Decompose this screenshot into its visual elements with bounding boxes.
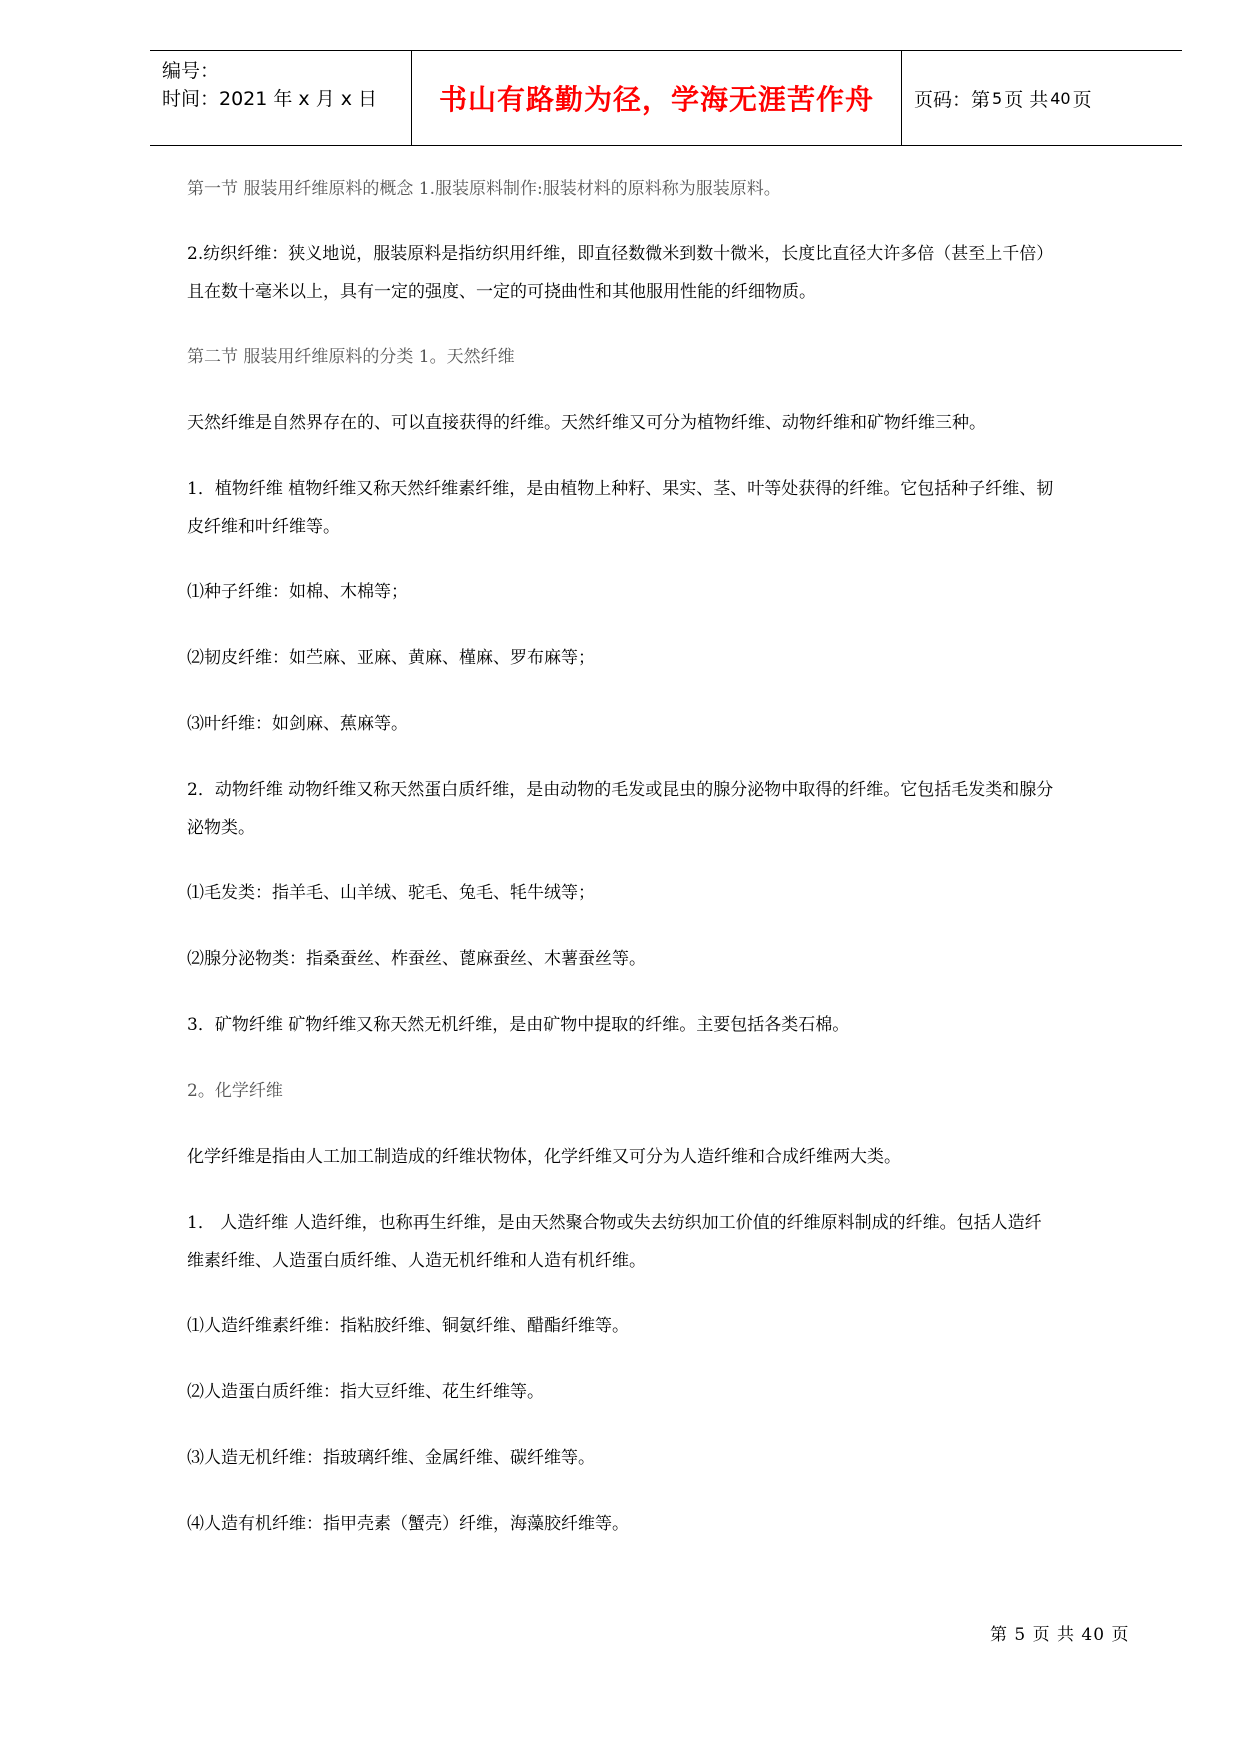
page-total: 40 bbox=[1050, 88, 1071, 108]
page-footer: 第 5 页 共 40 页 bbox=[990, 1625, 1130, 1645]
list-item: ⑵人造蛋白质纤维：指大豆纤维、花生纤维等。 bbox=[187, 1382, 544, 1402]
page-prefix: 页码：第 bbox=[914, 88, 991, 111]
header-meta bbox=[150, 51, 412, 145]
number-label: 编号： bbox=[162, 60, 220, 82]
paragraph: 泌物类。 bbox=[187, 818, 255, 838]
page-header bbox=[150, 50, 1182, 146]
page-mid: 页 共 bbox=[1004, 88, 1049, 111]
list-item: ⑵韧皮纤维：如苎麻、亚麻、黄麻、槿麻、罗布麻等； bbox=[187, 648, 595, 668]
paragraph: 天然纤维是自然界存在的、可以直接获得的纤维。天然纤维又可分为植物纤维、动物纤维和矿物纤维三种。 bbox=[187, 413, 986, 433]
paragraph: 且在数十毫米以上，具有一定的强度、一定的可挠曲性和其他服用性能的纤细物质。 bbox=[187, 282, 816, 302]
paragraph: 3．矿物纤维 矿物纤维又称天然无机纤维，是由矿物中提取的纤维。主要包括各类石棉。 bbox=[187, 1015, 850, 1035]
paragraph: 2.纺织纤维：狭义地说，服装原料是指纺织用纤维，即直径数微米到数十微米，长度比直径大许多倍（甚至上千倍） bbox=[187, 244, 1054, 264]
section-heading-2: 第二节 服装用纤维原料的分类 1。天然纤维 bbox=[187, 347, 515, 367]
header-motto bbox=[412, 51, 902, 145]
paragraph: 化学纤维是指由人工加工制造成的纤维状物体，化学纤维又可分为人造纤维和合成纤维两大类。 bbox=[187, 1147, 901, 1167]
paragraph: 1． 人造纤维 人造纤维，也称再生纤维，是由天然聚合物或失去纺织加工价值的纤维原料制成的纤维。包括人造纤 bbox=[187, 1213, 1042, 1233]
page-suffix: 页 bbox=[1072, 88, 1092, 111]
paragraph: 皮纤维和叶纤维等。 bbox=[187, 517, 340, 537]
section-heading-1: 第一节 服装用纤维原料的概念 1.服装原料制作:服装材料的原料称为服装原料。 bbox=[187, 179, 781, 199]
list-item: ⑴毛发类：指羊毛、山羊绒、驼毛、兔毛、牦牛绒等； bbox=[187, 883, 595, 903]
list-item: ⑵腺分泌物类：指桑蚕丝、柞蚕丝、蓖麻蚕丝、木薯蚕丝等。 bbox=[187, 949, 646, 969]
section-heading-3: 2。化学纤维 bbox=[187, 1081, 283, 1101]
list-item: ⑷人造有机纤维：指甲壳素（蟹壳）纤维，海藻胶纤维等。 bbox=[187, 1514, 629, 1534]
list-item: ⑴人造纤维素纤维：指粘胶纤维、铜氨纤维、醋酯纤维等。 bbox=[187, 1316, 629, 1336]
paragraph: 1．植物纤维 植物纤维又称天然纤维素纤维，是由植物上种籽、果实、茎、叶等处获得的纤维。它包括种子纤维、韧 bbox=[187, 479, 1054, 499]
paragraph: 维素纤维、人造蛋白质纤维、人造无机纤维和人造有机纤维。 bbox=[187, 1251, 646, 1271]
page-number: 5 bbox=[992, 88, 1003, 108]
paragraph: 2．动物纤维 动物纤维又称天然蛋白质纤维，是由动物的毛发或昆虫的腺分泌物中取得的纤维。它包括毛发类和腺分 bbox=[187, 780, 1054, 800]
time-label: 时间：2021 年 x 月 x 日 bbox=[162, 88, 378, 110]
list-item: ⑶叶纤维：如剑麻、蕉麻等。 bbox=[187, 714, 408, 734]
list-item: ⑴种子纤维：如棉、木棉等； bbox=[187, 582, 408, 602]
list-item: ⑶人造无机纤维：指玻璃纤维、金属纤维、碳纤维等。 bbox=[187, 1448, 595, 1468]
header-page-info bbox=[902, 51, 1182, 145]
motto-text: 书山有路勤为径，学海无涯苦作舟 bbox=[438, 83, 874, 116]
